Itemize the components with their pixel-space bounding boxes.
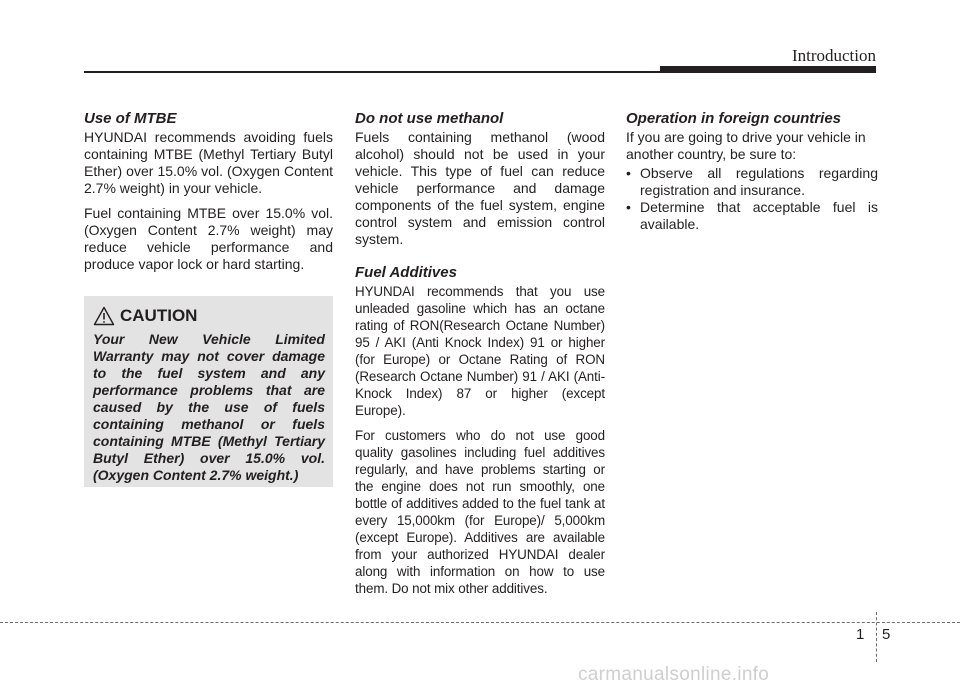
header-rule [84, 71, 664, 73]
list-item-text: Determine that acceptable fuel is available. [640, 199, 878, 232]
foreign-countries-heading: Operation in foreign countries [626, 110, 842, 127]
foreign-checklist [626, 165, 878, 233]
methanol-paragraph: Fuels containing methanol (wood alcohol) should not be used in your vehicle. This type of fuel can reduce vehicle performance and damage components of the fuel system, engine control system and emission control system. [355, 129, 605, 247]
header-rule-accent [660, 66, 876, 73]
footer-rule [0, 622, 960, 623]
list-item-text: Observe all regulations regarding registration and insurance. [640, 165, 878, 198]
methanol-heading: Do not use methanol [355, 110, 504, 127]
mtbe-paragraph-2: Fuel containing MTBE over 15.0% vol. (Oxygen Content 2.7% weight) may reduce vehicle performance and produce vapor lock or hard starting. [84, 205, 333, 272]
mtbe-paragraph-1: HYUNDAI recommends avoiding fuels containing MTBE (Methyl Tertiary Butyl Ether) over 15.0% vol. (Oxygen Content 2.7% weight) in your vehicle. [84, 129, 333, 196]
list-item [626, 165, 878, 199]
watermark: carmanualsonline.info [578, 664, 770, 685]
chapter-number: 1 [856, 626, 865, 643]
octane-paragraph: HYUNDAI recommends that you use unleaded gasoline which has an octane rating of RON(Research Octane Number) 95 / AKI (Anti Knock Index) 91 or higher (for Europe) or Octane Rating of RON (Research Octane Number) 91 / AKI (Anti-Knock Index) 87 or higher (except Europe). [355, 284, 605, 418]
column-mtbe [84, 110, 333, 281]
bullet-dot-icon: • [626, 199, 631, 215]
caution-text: Your New Vehicle Limited Warranty may not cover damage to the fuel system and any performance problems that are caused by the use of fuels containing methanol or fuels containing MTBE (Methyl Tertiary Butyl Ether) over 15.0% vol. (Oxygen Content 2.7% weight.) [93, 331, 325, 483]
column-methanol-additives [355, 110, 605, 605]
fuel-additives-heading: Fuel Additives [355, 264, 457, 281]
caution-title: CAUTION [120, 306, 198, 325]
list-item [626, 199, 878, 233]
additives-paragraph: For customers who do not use good quality gasolines including fuel additives regularly, and have problems starting or the engine does not run smoothly, one bottle of additives added to the fuel tank at every 15,000km (for Europe)/ 5,000km (except Europe). Additives are available from your authorized HYUNDAI dealer along with information on how to use them. Do not mix other additives. [355, 428, 605, 596]
page-number: 5 [882, 626, 891, 643]
footer-divider [876, 612, 877, 662]
mtbe-heading: Use of MTBE [84, 110, 177, 127]
bullet-dot-icon: • [626, 165, 631, 181]
caution-header [93, 306, 325, 326]
warning-triangle-icon [93, 306, 115, 326]
foreign-intro: If you are going to drive your vehicle in another country, be sure to: [626, 129, 866, 162]
column-foreign-countries [626, 110, 878, 233]
section-title: Introduction [791, 46, 876, 65]
caution-box [84, 296, 333, 487]
